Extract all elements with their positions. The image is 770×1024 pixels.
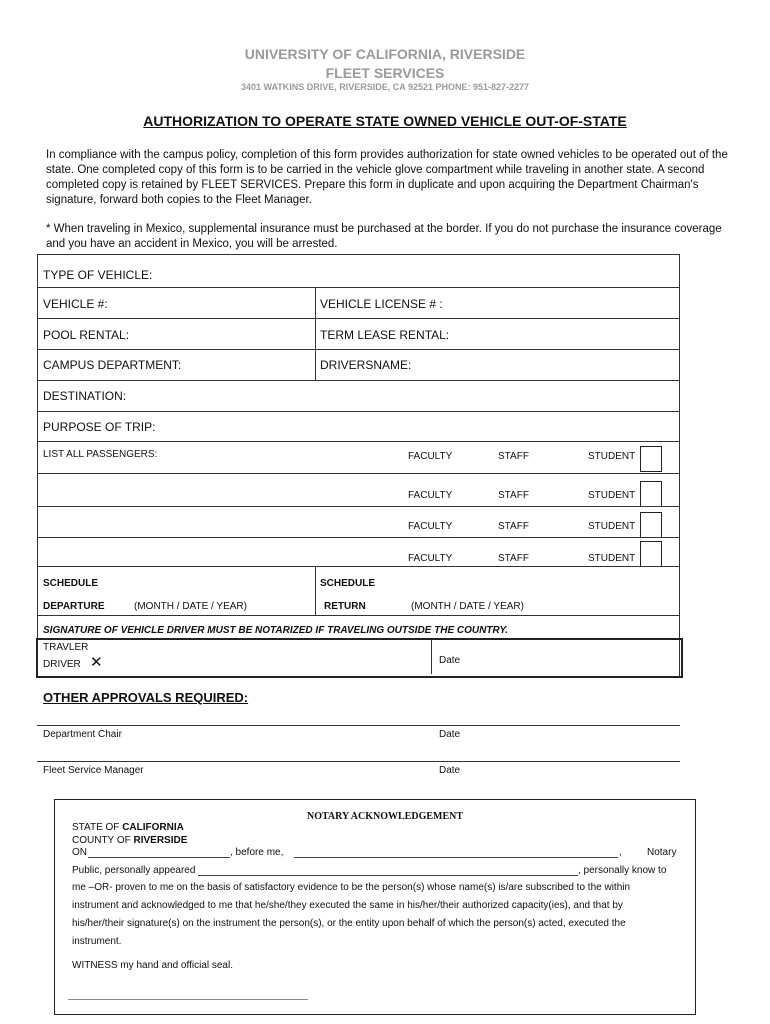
passenger-checkbox[interactable] <box>640 481 662 507</box>
staff-option: STAFF <box>498 490 529 501</box>
notary-comma: , <box>619 847 622 858</box>
campus-department-label: CAMPUS DEPARTMENT: <box>43 358 182 372</box>
destination-label: DESTINATION: <box>43 389 127 403</box>
notary-text-line: instrument and acknowledged to me that he/she/they executed the same in his/her/their authorized capacity(ies), and that by <box>72 900 623 911</box>
staff-option: STAFF <box>498 521 529 532</box>
form-title: AUTHORIZATION TO OPERATE STATE OWNED VEHICLE OUT-OF-STATE <box>143 113 627 129</box>
notary-public-appeared: Public, personally appeared <box>72 865 196 876</box>
faculty-option: FACULTY <box>408 521 453 532</box>
departure-label: DEPARTURE <box>43 601 105 612</box>
dept-chair-label: Department Chair <box>43 729 122 740</box>
passenger-checkbox[interactable] <box>640 541 662 567</box>
notary-witness: WITNESS my hand and official seal. <box>72 960 233 971</box>
pool-rental-label: POOL RENTAL: <box>43 328 130 342</box>
intro-paragraph: In compliance with the campus policy, completion of this form provides authorization for state owned vehicles to be operated out of the state. One completed copy of this form is to be carried in the vehicle glove compartment while traveling in another state. A second completed copy is retained by FLEET SERVICES. Prepare this form in duplicate and upon acquiring the Department Chairman's signature, forward both copies to the Fleet Manager. <box>46 149 728 206</box>
return-date-format: (MONTH / DATE / YEAR) <box>411 601 524 612</box>
purpose-label: PURPOSE OF TRIP: <box>43 420 156 434</box>
schedule-return-heading: SCHEDULE <box>320 578 376 589</box>
staff-option: STAFF <box>498 451 529 462</box>
org-address: 3401 WATKINS DRIVE, RIVERSIDE, CA 92521 PHONE: 951-827-2277 <box>240 82 530 92</box>
notarize-note: SIGNATURE OF VEHICLE DRIVER MUST BE NOTARIZED IF TRAVELING OUTSIDE THE COUNTRY. <box>43 625 509 636</box>
faculty-option: FACULTY <box>408 490 453 501</box>
student-option: STUDENT <box>588 490 636 501</box>
approvals-heading: OTHER APPROVALS REQUIRED: <box>43 690 249 705</box>
notary-on-label: ON <box>72 847 87 858</box>
notary-before-me: , before me, <box>230 847 284 858</box>
faculty-option: FACULTY <box>408 553 453 564</box>
type-of-vehicle-label: TYPE OF VEHICLE: <box>43 268 153 282</box>
driver-label: DRIVER <box>43 659 81 670</box>
student-option: STUDENT <box>588 451 636 462</box>
vehicle-number-label: VEHICLE #: <box>43 297 108 311</box>
notary-personally-know: , personally know to <box>578 865 667 876</box>
dept-name: FLEET SERVICES <box>325 65 445 81</box>
notary-text-line: his/her/their signature(s) on the instrument the person(s), or the entity upon behalf of which the person(s) acted, executed the <box>72 918 626 929</box>
notary-county: COUNTY OF RIVERSIDE <box>72 835 188 846</box>
schedule-departure-heading: SCHEDULE <box>43 578 99 589</box>
staff-option: STAFF <box>498 553 529 564</box>
notary-heading: NOTARY ACKNOWLEDGEMENT <box>306 811 464 822</box>
faculty-option: FACULTY <box>408 451 453 462</box>
traveler-date-label: Date <box>439 655 461 666</box>
fleet-manager-label: Fleet Service Manager <box>43 765 144 776</box>
departure-date-format: (MONTH / DATE / YEAR) <box>134 601 247 612</box>
notary-text-line: instrument. <box>72 936 122 947</box>
passenger-checkbox[interactable] <box>640 512 662 538</box>
student-option: STUDENT <box>588 553 636 564</box>
passenger-checkbox[interactable] <box>640 446 662 472</box>
vehicle-license-label: VEHICLE LICENSE # : <box>320 297 443 311</box>
drivers-name-label: DRIVERSNAME: <box>320 358 412 372</box>
return-label: RETURN <box>324 601 366 612</box>
student-option: STUDENT <box>588 521 636 532</box>
signature-x-mark: ✕ <box>90 654 103 671</box>
notary-text-line: me –OR- proven to me on the basis of satisfactory evidence to be the person(s) whose name(s) is/are subscribed to the within <box>72 882 631 893</box>
traveler-signature-box[interactable] <box>36 638 683 678</box>
dept-chair-date-label: Date <box>439 729 461 740</box>
traveler-label: TRAVLER <box>43 642 89 653</box>
passengers-label: LIST ALL PASSENGERS: <box>43 449 158 460</box>
org-name: UNIVERSITY OF CALIFORNIA, RIVERSIDE <box>244 46 526 62</box>
fleet-manager-date-label: Date <box>439 765 461 776</box>
notary-state: STATE OF CALIFORNIA <box>72 822 184 833</box>
mexico-note: * When traveling in Mexico, supplemental insurance must be purchased at the border. If you do not purchase the insurance coverage and you have an accident in Mexico, you will be arrested. <box>46 223 722 250</box>
notary-word: Notary <box>647 847 677 858</box>
term-lease-label: TERM LEASE RENTAL: <box>320 328 450 342</box>
